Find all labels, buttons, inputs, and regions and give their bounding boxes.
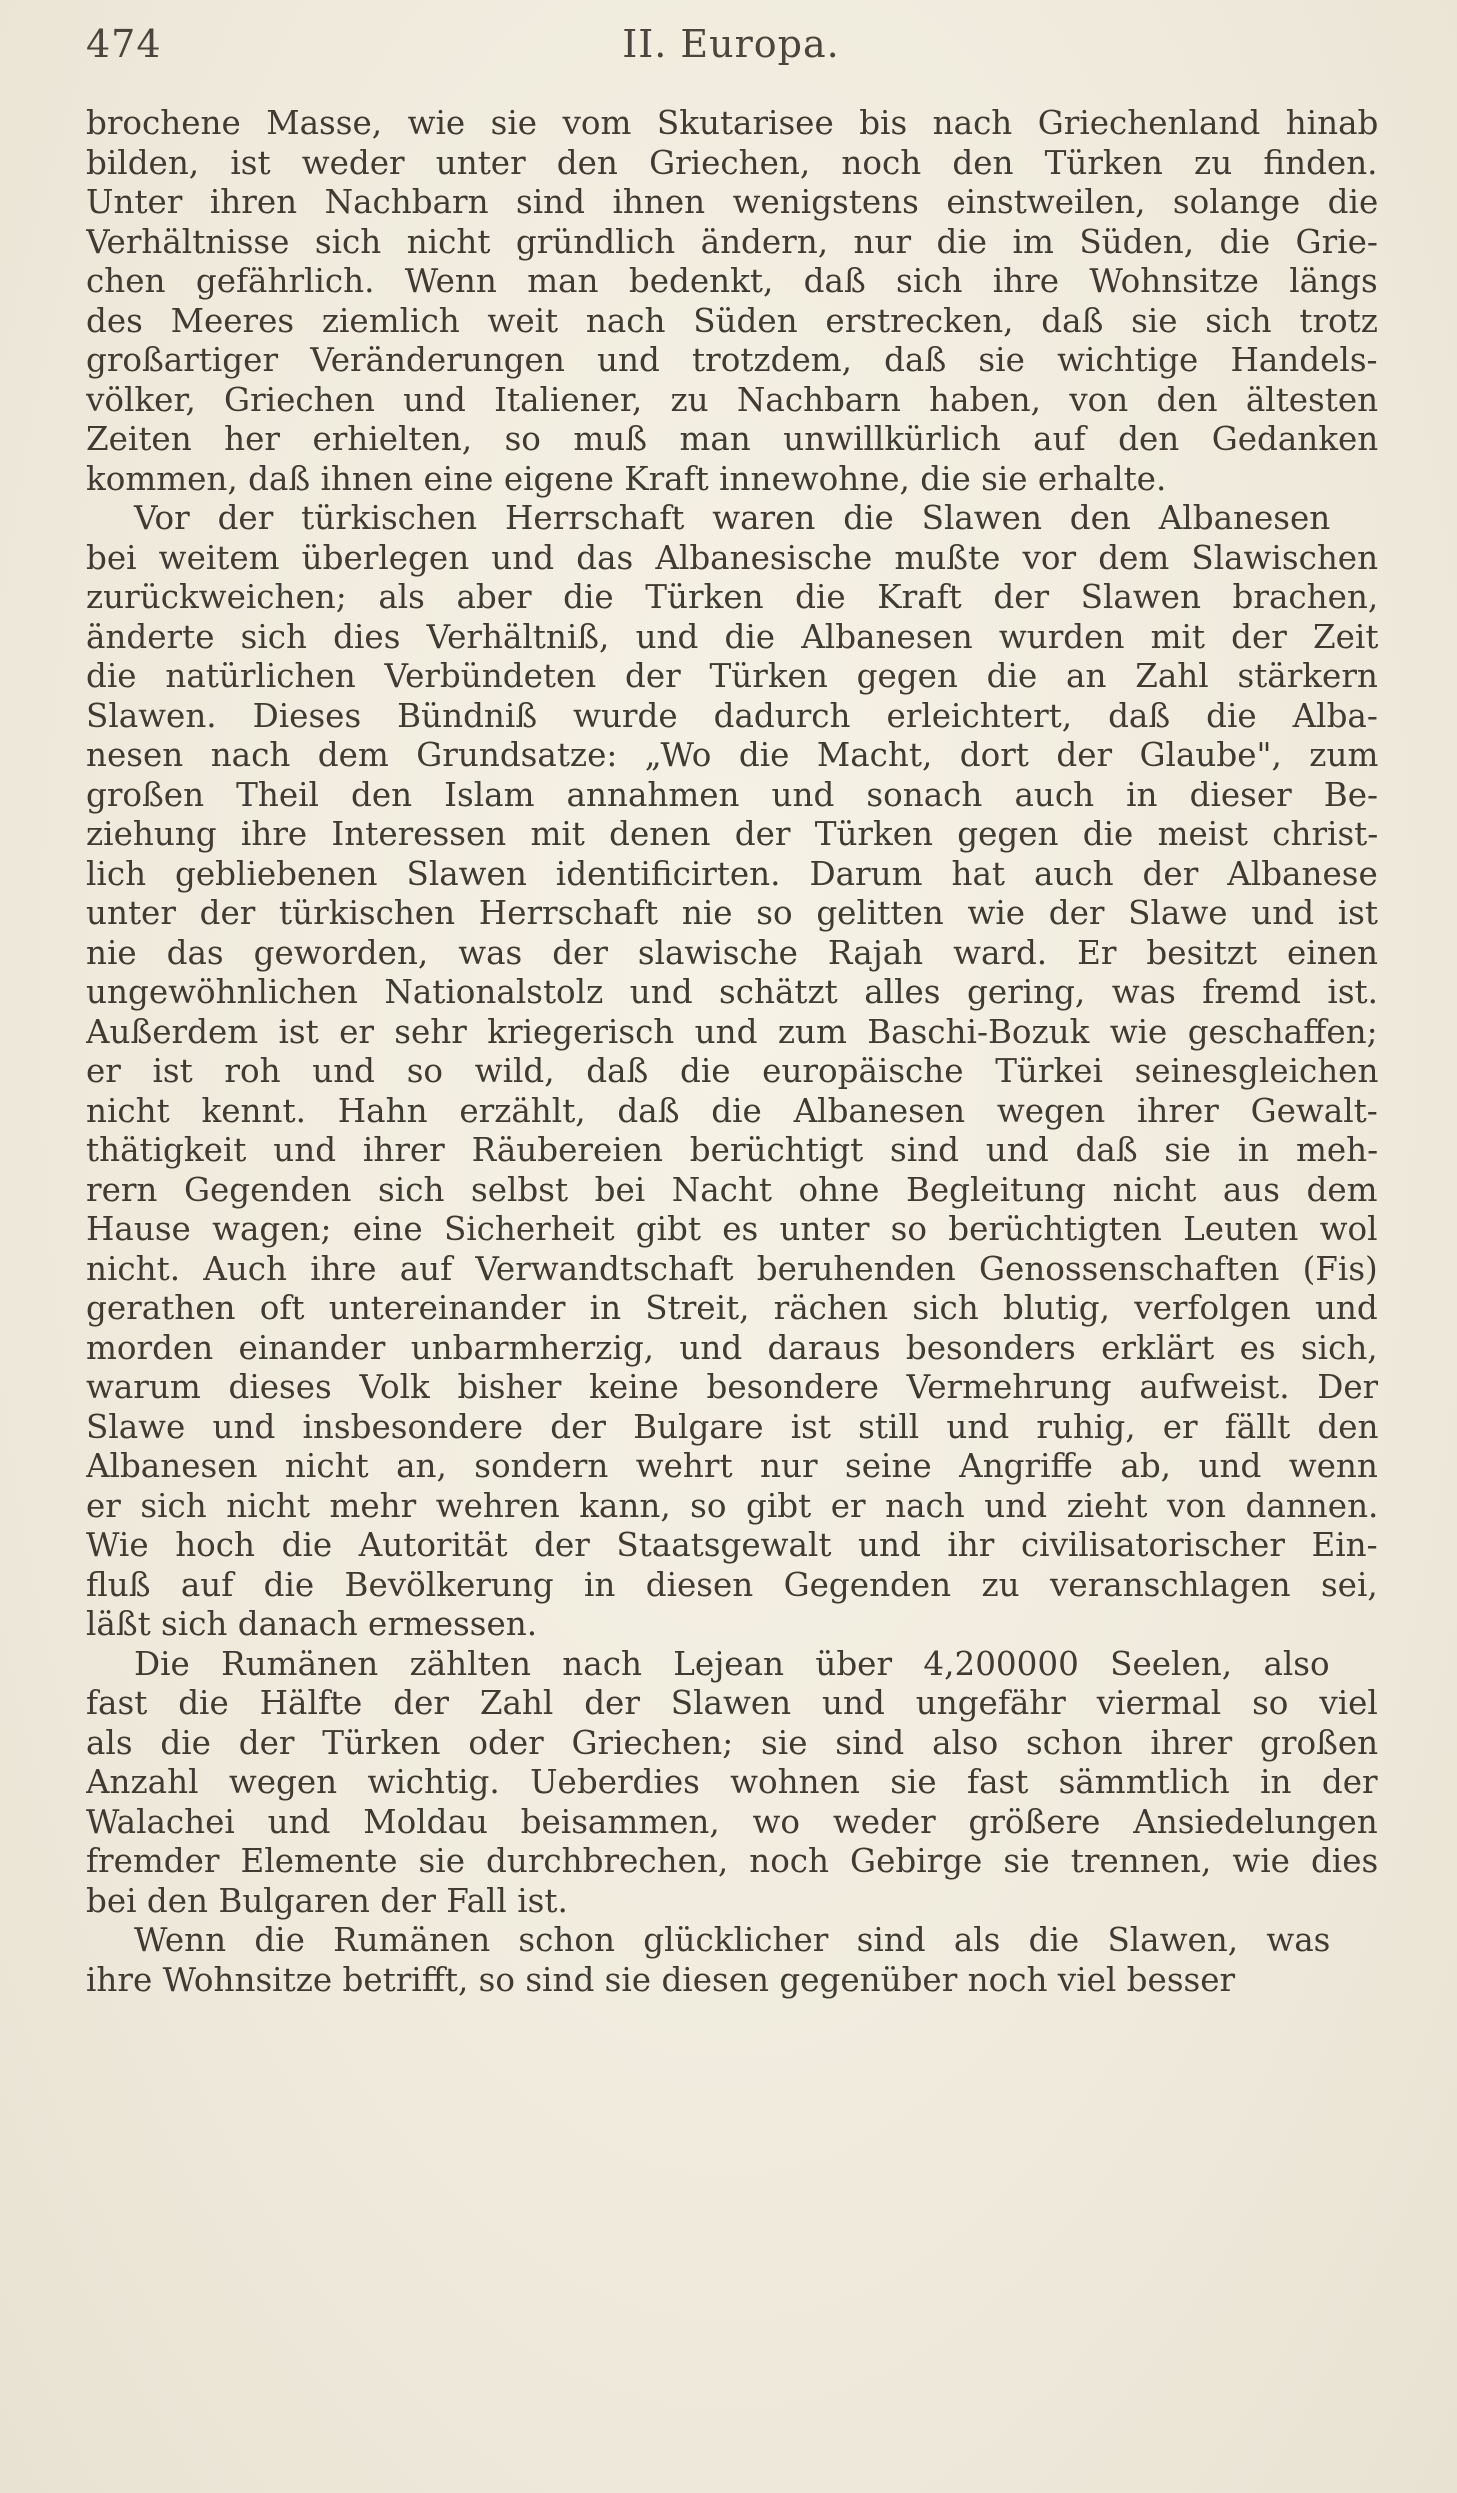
text-line: brochene Masse, wie sie vom Skutarisee bis nach Griechenland hinab [86, 104, 1378, 142]
text-line: völker, Griechen und Italiener, zu Nachbarn haben, von den ältesten [86, 380, 1378, 419]
text-line: Anzahl wegen wichtig. Ueberdies wohnen sie fast sämmtlich in der [86, 1763, 1378, 1801]
text-line: Außerdem ist er sehr kriegerisch und zum Baschi-Bozuk wie geschaffen; [86, 1012, 1378, 1051]
text-line: Unter ihren Nachbarn sind ihnen wenigstens einstweilen, solange die [86, 183, 1378, 221]
text-line: warum dieses Volk bisher keine besondere Vermehrung aufweist. Der [86, 1368, 1378, 1406]
text-line: Wenn die Rumänen schon glücklicher sind als die Slawen, was [134, 1921, 1331, 1959]
text-line: läßt sich danach ermessen. [86, 1605, 538, 1643]
text-line: zurückweichen; als aber die Türken die Kraft der Slawen brachen, [86, 578, 1378, 616]
text-line: bei den Bulgaren der Fall ist. [86, 1881, 568, 1920]
text-line: die natürlichen Verbündeten der Türken gegen die an Zahl stärkern [86, 657, 1378, 695]
text-line: er ist roh und so wild, daß die europäische Türkei seinesgleichen [86, 1052, 1378, 1090]
text-line: großartiger Veränderungen und trotzdem, daß sie wichtige Handels- [86, 341, 1378, 379]
text-line: Wie hoch die Autorität der Staatsgewalt und ihr civilisatorischer Ein- [86, 1526, 1378, 1564]
paragraph [86, 1921, 1378, 2000]
text-line: Zeiten her erhielten, so muß man unwillkürlich auf den Gedanken [86, 420, 1378, 458]
text-line: morden einander unbarmherzig, und daraus besonders erklärt es sich, [86, 1328, 1378, 1367]
text-line: als die der Türken oder Griechen; sie sind also schon ihrer großen [86, 1723, 1378, 1762]
text-line: fast die Hälfte der Zahl der Slawen und ungefähr viermal so viel [86, 1684, 1378, 1722]
text-line: ungewöhnlichen Nationalstolz und schätzt alles gering, was fremd ist. [86, 973, 1378, 1011]
text-line: Hause wagen; eine Sicherheit gibt es unter so berüchtigten Leuten wol [86, 1210, 1378, 1248]
text-line: Walachei und Moldau beisammen, wo weder größere Ansiedelungen [86, 1802, 1378, 1841]
text-line: nesen nach dem Grundsatze: „Wo die Macht, dort der Glaube", zum [86, 736, 1378, 774]
text-line: nicht kennt. Hahn erzählt, daß die Albanesen wegen ihrer Gewalt- [86, 1091, 1378, 1130]
text-line: Die Rumänen zählten nach Lejean über 4,200000 Seelen, also [134, 1644, 1330, 1683]
page-number: 474 [86, 22, 162, 66]
text-line: nie das geworden, was der slawische Rajah ward. Er besitzt einen [86, 933, 1378, 972]
text-line: bei weitem überlegen und das Albanesische mußte vor dem Slawischen [86, 538, 1378, 577]
text-line: Verhältnisse sich nicht gründlich ändern, nur die im Süden, die Grie- [86, 222, 1378, 261]
paragraph [86, 104, 1378, 499]
text-line: fluß auf die Bevölkerung in diesen Gegenden zu veranschlagen sei, [86, 1565, 1378, 1604]
text-line: kommen, daß ihnen eine eigene Kraft innewohne, die sie erhalte. [86, 459, 1167, 498]
text-line: chen gefährlich. Wenn man bedenkt, daß sich ihre Wohnsitze längs [86, 262, 1378, 300]
text-line: bilden, ist weder unter den Griechen, noch den Türken zu finden. [86, 143, 1378, 182]
text-line: ihre Wohnsitze betrifft, so sind sie diesen gegenüber noch viel besser [86, 1960, 1236, 1999]
text-line: rern Gegenden sich selbst bei Nacht ohne Begleitung nicht aus dem [86, 1170, 1378, 1209]
paragraph [86, 1645, 1378, 1922]
running-head: II. Europa. [622, 22, 840, 66]
text-line: des Meeres ziemlich weit nach Süden erstrecken, daß sie sich trotz [86, 301, 1378, 340]
paragraph [86, 499, 1378, 1645]
page-header [86, 22, 1376, 82]
text-line: Albanesen nicht an, sondern wehrt nur seine Angriffe ab, und wenn [86, 1447, 1378, 1485]
text-line: Slawe und insbesondere der Bulgare ist still und ruhig, er fällt den [86, 1407, 1378, 1446]
text-line: unter der türkischen Herrschaft nie so gelitten wie der Slawe und ist [86, 894, 1378, 932]
text-line: fremder Elemente sie durchbrechen, noch Gebirge sie trennen, wie dies [86, 1842, 1378, 1880]
text-line: nicht. Auch ihre auf Verwandtschaft beruhenden Genossenschaften (Fis) [86, 1249, 1378, 1288]
text-line: Slawen. Dieses Bündniß wurde dadurch erleichtert, daß die Alba- [86, 696, 1378, 735]
text-line: thätigkeit und ihrer Räubereien berüchtigt sind und daß sie in meh- [86, 1131, 1378, 1169]
text-line: gerathen oft untereinander in Streit, rächen sich blutig, verfolgen und [86, 1289, 1378, 1327]
text-line: er sich nicht mehr wehren kann, so gibt er nach und zieht von dannen. [86, 1486, 1378, 1525]
text-line: ziehung ihre Interessen mit denen der Türken gegen die meist christ- [86, 815, 1378, 853]
text-line: Vor der türkischen Herrschaft waren die Slawen den Albanesen [134, 499, 1331, 537]
text-line: lich gebliebenen Slawen identificirten. Darum hat auch der Albanese [86, 854, 1378, 893]
text-line: änderte sich dies Verhältniß, und die Albanesen wurden mit der Zeit [86, 617, 1378, 656]
body-text [86, 104, 1378, 2000]
text-line: großen Theil den Islam annahmen und sonach auch in dieser Be- [86, 775, 1378, 814]
